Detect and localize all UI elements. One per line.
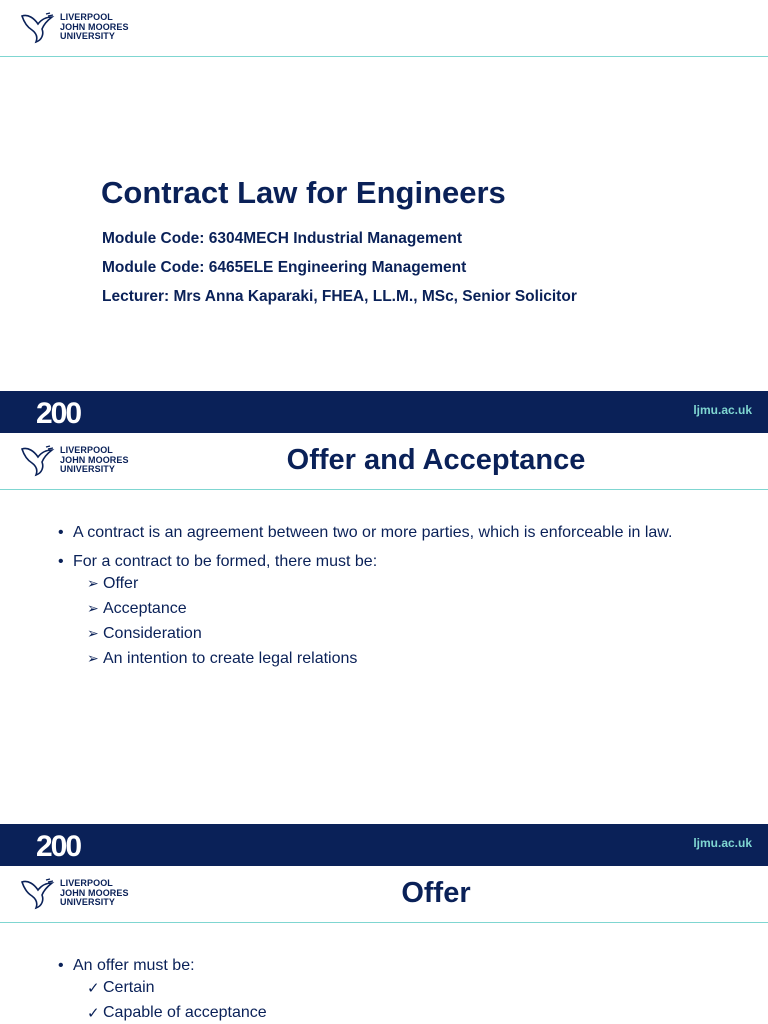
anniversary-badge (36, 397, 102, 427)
header-divider (0, 489, 768, 490)
bullet-list (58, 523, 728, 678)
slide-offer (0, 866, 768, 1024)
list-item: ✓ Capable of acceptance (87, 1003, 728, 1023)
list-item: ➢ Offer (87, 574, 728, 594)
module-info (102, 229, 577, 316)
list-item: • For a contract to be formed, there must be: ➢ Offer ➢ Acceptance ➢ Consideration ➢ An intention to create legal relations (58, 552, 728, 669)
slide-offer-and-acceptance (0, 433, 768, 866)
requirements-list (87, 574, 728, 669)
title-slide (0, 0, 768, 433)
header-divider (0, 56, 768, 57)
website-link[interactable]: ljmu.ac.uk (693, 836, 752, 850)
bullet-list (58, 956, 728, 1024)
logo-wordmark: LIVERPOOL JOHN MOORES UNIVERSITY (60, 445, 129, 474)
anniversary-badge (36, 830, 102, 860)
list-item: ✓ Certain (87, 978, 728, 998)
module-code-line: Module Code: 6465ELE Engineering Management (102, 259, 467, 276)
list-item: • A contract is an agreement between two or more parties, which is enforceable in law. (58, 523, 728, 543)
svg-text:200: 200 (36, 830, 81, 860)
list-item: ➢ Consideration (87, 624, 728, 644)
footer-bar (0, 824, 768, 866)
header-divider (0, 922, 768, 923)
website-link[interactable]: ljmu.ac.uk (693, 403, 752, 417)
presentation-title: Contract Law for Engineers (101, 175, 506, 210)
list-item: ➢ An intention to create legal relations (87, 649, 728, 669)
slide-title: Offer and Acceptance (286, 444, 586, 476)
module-code-line: Module Code: 6304MECH Industrial Management (102, 230, 462, 247)
lecturer-line: Lecturer: Mrs Anna Kaparaki, FHEA, LL.M., MSc, Senior Solicitor (102, 288, 577, 305)
slide-title: Offer (401, 877, 471, 909)
offer-criteria-list (87, 978, 728, 1023)
footer-bar (0, 391, 768, 433)
list-item: • An offer must be: ✓ Certain ✓ Capable of acceptance (58, 956, 728, 1023)
ljmu-logo (20, 12, 135, 46)
logo-wordmark: LIVERPOOL JOHN MOORES UNIVERSITY (60, 878, 129, 907)
svg-text:200: 200 (36, 397, 81, 427)
logo-wordmark: LIVERPOOL JOHN MOORES UNIVERSITY (60, 12, 129, 41)
liver-bird-icon (20, 12, 56, 44)
list-item: ➢ Acceptance (87, 599, 728, 619)
